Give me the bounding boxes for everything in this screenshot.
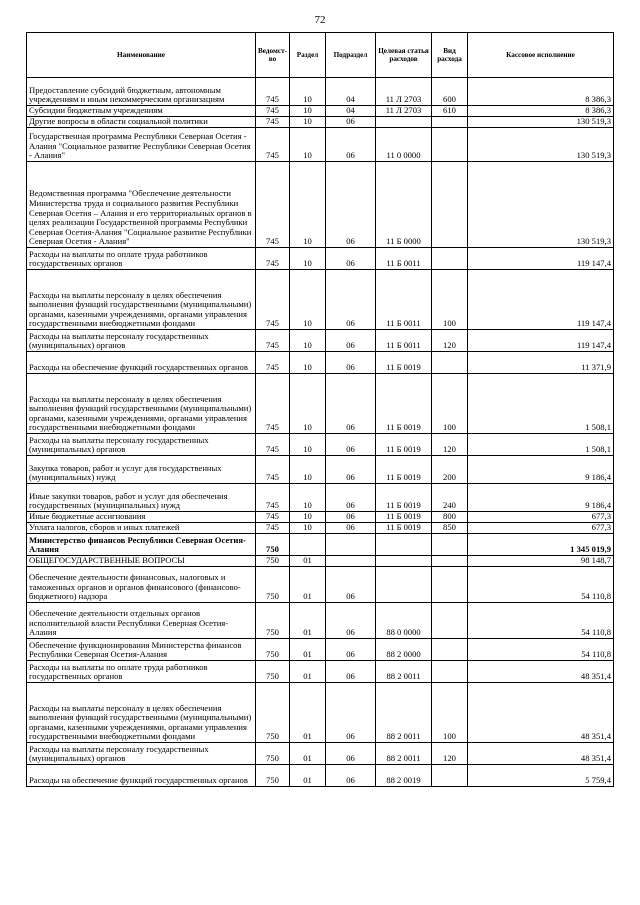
cell-department: 745 [256, 330, 290, 352]
cell-subsection [326, 534, 376, 556]
cell-subsection: 06 [326, 743, 376, 765]
cell-department: 745 [256, 374, 290, 434]
table-row [27, 603, 614, 639]
cell-department: 745 [256, 352, 290, 374]
table-row [27, 639, 614, 661]
cell-subsection: 04 [326, 106, 376, 117]
table-row [27, 661, 614, 683]
cell-subsection: 06 [326, 765, 376, 787]
cell-subsection: 06 [326, 456, 376, 484]
table-row [27, 434, 614, 456]
cell-subsection: 06 [326, 512, 376, 523]
cell-cash-execution: 1 508,1 [468, 374, 614, 434]
cell-section: 10 [290, 374, 326, 434]
cell-cash-execution: 54 110,8 [468, 603, 614, 639]
cell-target-article: 11 Б 0019 [376, 523, 432, 534]
cell-subsection: 06 [326, 639, 376, 661]
cell-department: 750 [256, 534, 290, 556]
cell-section: 01 [290, 556, 326, 567]
cell-cash-execution: 9 186,4 [468, 484, 614, 512]
cell-subsection: 06 [326, 603, 376, 639]
cell-name: Расходы на выплаты персоналу государственных (муниципальных) органов [27, 330, 256, 352]
cell-section: 01 [290, 603, 326, 639]
cell-subsection: 06 [326, 374, 376, 434]
cell-expense-type: 100 [432, 683, 468, 743]
cell-cash-execution: 5 759,4 [468, 765, 614, 787]
table-row [27, 117, 614, 128]
cell-expense-type [432, 567, 468, 603]
cell-target-article: 11 Б 0019 [376, 352, 432, 374]
cell-name: Расходы на выплаты персоналу в целях обеспечения выполнения функций государственными (муниципальными) органами, казенными учреждениями, органами управления государственными внебюджетными фондами [27, 374, 256, 434]
table-row [27, 765, 614, 787]
cell-department: 750 [256, 683, 290, 743]
cell-expense-type [432, 352, 468, 374]
header-department: Ведомст-во [256, 33, 290, 78]
table-row [27, 743, 614, 765]
cell-cash-execution: 48 351,4 [468, 743, 614, 765]
cell-name: Иные бюджетные ассигнования [27, 512, 256, 523]
cell-section: 10 [290, 117, 326, 128]
cell-expense-type: 610 [432, 106, 468, 117]
cell-cash-execution: 119 147,4 [468, 330, 614, 352]
header-cash-execution: Кассовое исполнение [468, 33, 614, 78]
cell-target-article: 11 Б 0011 [376, 248, 432, 270]
table-row [27, 567, 614, 603]
cell-section: 10 [290, 162, 326, 248]
cell-cash-execution: 8 386,3 [468, 106, 614, 117]
cell-expense-type [432, 128, 468, 162]
cell-subsection: 06 [326, 330, 376, 352]
cell-name: Обеспечение деятельности финансовых, налоговых и таможенных органов и органов финансового (финансово-бюджетного) надзора [27, 567, 256, 603]
cell-cash-execution: 8 386,3 [468, 78, 614, 106]
cell-section: 10 [290, 456, 326, 484]
cell-subsection: 06 [326, 248, 376, 270]
cell-name: Министерство финансов Республики Северная Осетия-Алания [27, 534, 256, 556]
cell-cash-execution: 119 147,4 [468, 248, 614, 270]
cell-expense-type: 600 [432, 78, 468, 106]
cell-name: Субсидии бюджетным учреждениям [27, 106, 256, 117]
cell-department: 750 [256, 639, 290, 661]
cell-subsection [326, 556, 376, 567]
cell-expense-type: 120 [432, 743, 468, 765]
cell-name: Расходы на выплаты персоналу в целях обеспечения выполнения функций государственными (муниципальными) органами, казенными учреждениями, органами управления государственными внебюджетными фондами [27, 683, 256, 743]
table-row [27, 534, 614, 556]
cell-target-article: 11 Б 0000 [376, 162, 432, 248]
cell-department: 750 [256, 743, 290, 765]
table-row [27, 270, 614, 330]
table-header-row [27, 33, 614, 78]
cell-section: 01 [290, 661, 326, 683]
cell-section: 10 [290, 330, 326, 352]
cell-subsection: 06 [326, 484, 376, 512]
cell-subsection: 06 [326, 434, 376, 456]
cell-target-article [376, 117, 432, 128]
header-subsection: Подраздел [326, 33, 376, 78]
cell-expense-type: 120 [432, 330, 468, 352]
cell-target-article: 88 2 0011 [376, 661, 432, 683]
cell-expense-type: 200 [432, 456, 468, 484]
cell-section: 10 [290, 128, 326, 162]
cell-expense-type: 800 [432, 512, 468, 523]
cell-subsection: 06 [326, 162, 376, 248]
cell-section: 01 [290, 567, 326, 603]
table-row [27, 456, 614, 484]
cell-section: 10 [290, 512, 326, 523]
cell-expense-type [432, 534, 468, 556]
cell-cash-execution: 119 147,4 [468, 270, 614, 330]
cell-cash-execution: 54 110,8 [468, 567, 614, 603]
cell-name: Расходы на выплаты персоналу государственных (муниципальных) органов [27, 434, 256, 456]
cell-department: 745 [256, 248, 290, 270]
cell-name: Закупка товаров, работ и услуг для государственных (муниципальных) нужд [27, 456, 256, 484]
cell-target-article: 11 Б 0019 [376, 434, 432, 456]
cell-subsection: 06 [326, 270, 376, 330]
cell-section: 10 [290, 248, 326, 270]
cell-section: 10 [290, 106, 326, 117]
cell-department: 750 [256, 556, 290, 567]
cell-cash-execution: 48 351,4 [468, 683, 614, 743]
cell-subsection: 06 [326, 128, 376, 162]
cell-department: 745 [256, 434, 290, 456]
cell-department: 750 [256, 567, 290, 603]
cell-expense-type [432, 556, 468, 567]
cell-section: 01 [290, 765, 326, 787]
cell-subsection: 06 [326, 683, 376, 743]
cell-cash-execution: 677,3 [468, 523, 614, 534]
cell-name: ОБЩЕГОСУДАРСТВЕННЫЕ ВОПРОСЫ [27, 556, 256, 567]
cell-cash-execution: 130 519,3 [468, 117, 614, 128]
cell-target-article: 11 0 0000 [376, 128, 432, 162]
cell-cash-execution: 1 345 019,9 [468, 534, 614, 556]
cell-subsection: 06 [326, 352, 376, 374]
table-row [27, 78, 614, 106]
cell-cash-execution: 130 519,3 [468, 162, 614, 248]
cell-expense-type: 100 [432, 270, 468, 330]
cell-name: Иные закупки товаров, работ и услуг для обеспечения государственных (муниципальных) нужд [27, 484, 256, 512]
header-expense-type: Вид расхода [432, 33, 468, 78]
table-row [27, 330, 614, 352]
cell-section: 10 [290, 434, 326, 456]
cell-subsection: 06 [326, 117, 376, 128]
cell-name: Другие вопросы в области социальной политики [27, 117, 256, 128]
header-target-article: Целевая статья расходов [376, 33, 432, 78]
cell-section: 01 [290, 743, 326, 765]
table-row [27, 128, 614, 162]
cell-cash-execution: 48 351,4 [468, 661, 614, 683]
cell-target-article: 11 Л 2703 [376, 106, 432, 117]
cell-section: 01 [290, 683, 326, 743]
cell-cash-execution: 677,3 [468, 512, 614, 523]
cell-section: 10 [290, 523, 326, 534]
cell-target-article [376, 534, 432, 556]
cell-department: 745 [256, 484, 290, 512]
header-section: Раздел [290, 33, 326, 78]
cell-target-article: 11 Б 0019 [376, 512, 432, 523]
cell-name: Расходы на обеспечение функций государственных органов [27, 352, 256, 374]
cell-department: 745 [256, 270, 290, 330]
cell-target-article: 88 2 0000 [376, 639, 432, 661]
cell-target-article: 88 2 0019 [376, 765, 432, 787]
cell-cash-execution: 98 148,7 [468, 556, 614, 567]
cell-department: 745 [256, 106, 290, 117]
cell-expense-type: 120 [432, 434, 468, 456]
table-row [27, 352, 614, 374]
cell-cash-execution: 11 371,9 [468, 352, 614, 374]
table-row [27, 106, 614, 117]
cell-name: Обеспечение деятельности отдельных органов исполнительной власти Республики Северная Осетия-Алания [27, 603, 256, 639]
cell-name: Ведомственная программа "Обеспечение деятельности Министерства труда и социального развития Республики Северная Осетия – Алания и его территориальных органов в целях реализации Государственной программы Республики Северная Осетия-Алания "Социальное развитие Республики Северная Осетия - Алания" [27, 162, 256, 248]
cell-name: Расходы на выплаты по оплате труда работников государственных органов [27, 248, 256, 270]
cell-section: 10 [290, 484, 326, 512]
cell-target-article [376, 567, 432, 603]
cell-name: Расходы на обеспечение функций государственных органов [27, 765, 256, 787]
table-row [27, 162, 614, 248]
cell-name: Предоставление субсидий бюджетным, автономным учреждениям и иным некоммерческим организациям [27, 78, 256, 106]
cell-cash-execution: 54 110,8 [468, 639, 614, 661]
cell-subsection: 06 [326, 661, 376, 683]
table-row [27, 374, 614, 434]
page-number: 72 [314, 14, 326, 26]
cell-target-article [376, 556, 432, 567]
cell-expense-type [432, 162, 468, 248]
cell-name: Обеспечение функционирования Министерства финансов Республики Северная Осетия-Алания [27, 639, 256, 661]
cell-department: 750 [256, 603, 290, 639]
cell-target-article: 11 Б 0019 [376, 484, 432, 512]
table-row [27, 484, 614, 512]
cell-name: Уплата налогов, сборов и иных платежей [27, 523, 256, 534]
header-name: Наименование [27, 33, 256, 78]
table-row [27, 512, 614, 523]
table-row [27, 248, 614, 270]
cell-expense-type: 100 [432, 374, 468, 434]
cell-expense-type [432, 661, 468, 683]
cell-expense-type [432, 117, 468, 128]
cell-department: 750 [256, 765, 290, 787]
cell-target-article: 88 0 0000 [376, 603, 432, 639]
cell-subsection: 04 [326, 78, 376, 106]
cell-expense-type [432, 248, 468, 270]
cell-department: 745 [256, 128, 290, 162]
cell-target-article: 11 Л 2703 [376, 78, 432, 106]
cell-department: 745 [256, 523, 290, 534]
cell-expense-type: 240 [432, 484, 468, 512]
budget-execution-table [26, 32, 614, 787]
cell-department: 745 [256, 162, 290, 248]
cell-target-article: 11 Б 0019 [376, 456, 432, 484]
cell-section: 01 [290, 639, 326, 661]
cell-subsection: 06 [326, 567, 376, 603]
cell-department: 750 [256, 661, 290, 683]
cell-department: 745 [256, 78, 290, 106]
cell-name: Государственная программа Республики Северная Осетия - Алания "Социальное развитие Республики Северная Осетия - Алания" [27, 128, 256, 162]
cell-target-article: 88 2 0011 [376, 683, 432, 743]
cell-expense-type: 850 [432, 523, 468, 534]
table-row [27, 683, 614, 743]
cell-expense-type [432, 639, 468, 661]
cell-cash-execution: 1 508,1 [468, 434, 614, 456]
cell-section: 10 [290, 352, 326, 374]
table-row [27, 556, 614, 567]
cell-section: 10 [290, 78, 326, 106]
cell-name: Расходы на выплаты персоналу государственных (муниципальных) органов [27, 743, 256, 765]
cell-department: 745 [256, 117, 290, 128]
cell-target-article: 88 2 0011 [376, 743, 432, 765]
cell-department: 745 [256, 456, 290, 484]
cell-department: 745 [256, 512, 290, 523]
cell-subsection: 06 [326, 523, 376, 534]
cell-name: Расходы на выплаты по оплате труда работников государственных органов [27, 661, 256, 683]
cell-expense-type [432, 603, 468, 639]
cell-target-article: 11 Б 0019 [376, 374, 432, 434]
cell-section [290, 534, 326, 556]
cell-cash-execution: 130 519,3 [468, 128, 614, 162]
cell-section: 10 [290, 270, 326, 330]
cell-target-article: 11 Б 0011 [376, 330, 432, 352]
cell-expense-type [432, 765, 468, 787]
cell-name: Расходы на выплаты персоналу в целях обеспечения выполнения функций государственными (муниципальными) органами, казенными учреждениями, органами управления государственными внебюджетными фондами [27, 270, 256, 330]
cell-cash-execution: 9 186,4 [468, 456, 614, 484]
cell-target-article: 11 Б 0011 [376, 270, 432, 330]
table-row [27, 523, 614, 534]
